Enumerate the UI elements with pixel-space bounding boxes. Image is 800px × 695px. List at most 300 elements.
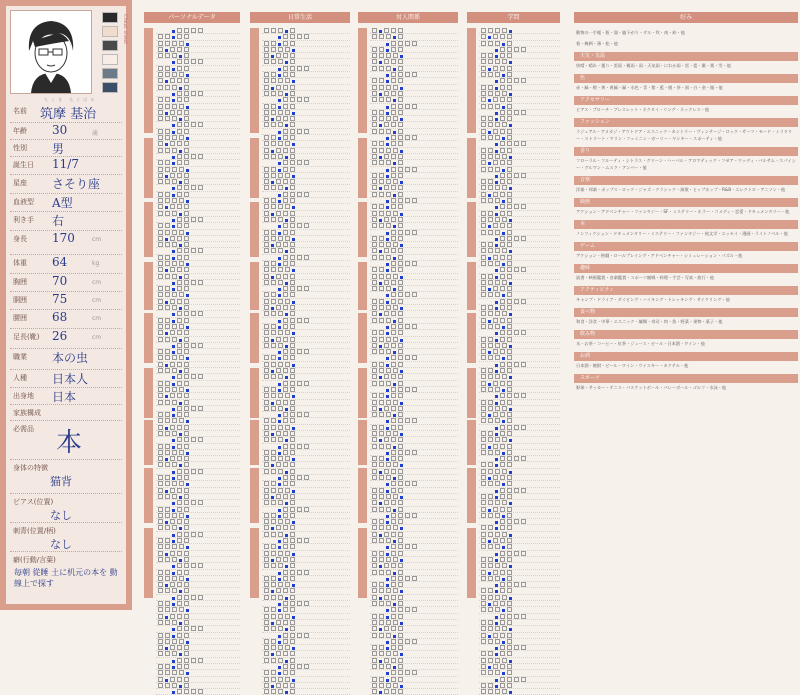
empty-box[interactable] bbox=[481, 462, 486, 467]
empty-box[interactable] bbox=[481, 475, 486, 480]
empty-box[interactable] bbox=[493, 444, 498, 449]
empty-box[interactable] bbox=[278, 28, 283, 33]
empty-box[interactable] bbox=[398, 450, 403, 455]
empty-box[interactable] bbox=[264, 469, 269, 474]
empty-box[interactable] bbox=[191, 280, 196, 285]
empty-box[interactable] bbox=[165, 450, 170, 455]
empty-box[interactable] bbox=[398, 261, 403, 266]
empty-box[interactable] bbox=[158, 557, 163, 562]
empty-box[interactable] bbox=[481, 670, 486, 675]
empty-box[interactable] bbox=[488, 53, 493, 58]
empty-box[interactable] bbox=[184, 393, 189, 398]
empty-box[interactable] bbox=[304, 475, 309, 480]
empty-box[interactable] bbox=[177, 614, 182, 619]
empty-box[interactable] bbox=[283, 450, 288, 455]
empty-box[interactable] bbox=[290, 507, 295, 512]
empty-box[interactable] bbox=[158, 198, 163, 203]
empty-box[interactable] bbox=[158, 481, 163, 486]
checked-box[interactable] bbox=[379, 471, 382, 474]
empty-box[interactable] bbox=[158, 324, 163, 329]
empty-box[interactable] bbox=[170, 236, 175, 241]
checked-box[interactable] bbox=[495, 584, 498, 587]
checked-box[interactable] bbox=[165, 269, 168, 272]
empty-box[interactable] bbox=[198, 91, 203, 96]
empty-box[interactable] bbox=[393, 242, 398, 247]
empty-box[interactable] bbox=[158, 614, 163, 619]
empty-box[interactable] bbox=[290, 418, 295, 423]
empty-box[interactable] bbox=[488, 355, 493, 360]
empty-box[interactable] bbox=[278, 595, 283, 600]
empty-box[interactable] bbox=[184, 185, 189, 190]
empty-box[interactable] bbox=[379, 362, 384, 367]
empty-box[interactable] bbox=[264, 393, 269, 398]
checked-box[interactable] bbox=[386, 294, 389, 297]
empty-box[interactable] bbox=[488, 500, 493, 505]
empty-box[interactable] bbox=[379, 651, 384, 656]
empty-box[interactable] bbox=[264, 532, 269, 537]
empty-box[interactable] bbox=[386, 412, 391, 417]
empty-box[interactable] bbox=[481, 116, 486, 121]
checked-box[interactable] bbox=[400, 244, 403, 247]
empty-box[interactable] bbox=[283, 494, 288, 499]
empty-box[interactable] bbox=[500, 179, 505, 184]
empty-box[interactable] bbox=[184, 525, 189, 530]
checked-box[interactable] bbox=[186, 169, 189, 172]
empty-box[interactable] bbox=[290, 116, 295, 121]
empty-box[interactable] bbox=[514, 488, 519, 493]
empty-box[interactable] bbox=[386, 570, 391, 575]
empty-box[interactable] bbox=[507, 318, 512, 323]
empty-box[interactable] bbox=[264, 274, 269, 279]
empty-box[interactable] bbox=[264, 110, 269, 115]
empty-box[interactable] bbox=[372, 286, 377, 291]
empty-box[interactable] bbox=[172, 242, 177, 247]
empty-box[interactable] bbox=[488, 91, 493, 96]
empty-box[interactable] bbox=[391, 469, 396, 474]
empty-box[interactable] bbox=[393, 337, 398, 342]
empty-box[interactable] bbox=[276, 462, 281, 467]
checked-box[interactable] bbox=[509, 187, 512, 190]
empty-box[interactable] bbox=[290, 41, 295, 46]
empty-box[interactable] bbox=[165, 387, 170, 392]
checked-box[interactable] bbox=[179, 402, 182, 405]
empty-box[interactable] bbox=[398, 135, 403, 140]
empty-box[interactable] bbox=[170, 299, 175, 304]
empty-box[interactable] bbox=[379, 683, 384, 688]
checked-box[interactable] bbox=[278, 446, 281, 449]
empty-box[interactable] bbox=[495, 280, 500, 285]
empty-box[interactable] bbox=[481, 167, 486, 172]
empty-box[interactable] bbox=[198, 343, 203, 348]
checked-box[interactable] bbox=[179, 653, 182, 656]
empty-box[interactable] bbox=[384, 185, 389, 190]
empty-box[interactable] bbox=[179, 576, 184, 581]
empty-box[interactable] bbox=[372, 393, 377, 398]
empty-box[interactable] bbox=[158, 66, 163, 71]
empty-box[interactable] bbox=[264, 173, 269, 178]
empty-box[interactable] bbox=[283, 538, 288, 543]
empty-box[interactable] bbox=[405, 292, 410, 297]
empty-box[interactable] bbox=[412, 481, 417, 486]
empty-box[interactable] bbox=[372, 595, 377, 600]
checked-box[interactable] bbox=[278, 483, 281, 486]
empty-box[interactable] bbox=[405, 576, 410, 581]
checked-box[interactable] bbox=[509, 313, 512, 316]
empty-box[interactable] bbox=[278, 645, 283, 650]
empty-box[interactable] bbox=[264, 544, 269, 549]
checked-box[interactable] bbox=[495, 553, 498, 556]
checked-box[interactable] bbox=[165, 521, 168, 524]
checked-box[interactable] bbox=[495, 433, 498, 436]
empty-box[interactable] bbox=[379, 97, 384, 102]
empty-box[interactable] bbox=[271, 689, 276, 694]
empty-box[interactable] bbox=[177, 299, 182, 304]
empty-box[interactable] bbox=[264, 513, 269, 518]
empty-box[interactable] bbox=[271, 292, 276, 297]
empty-box[interactable] bbox=[521, 582, 526, 587]
empty-box[interactable] bbox=[398, 318, 403, 323]
empty-box[interactable] bbox=[158, 456, 163, 461]
empty-box[interactable] bbox=[290, 85, 295, 90]
empty-box[interactable] bbox=[304, 129, 309, 134]
checked-box[interactable] bbox=[285, 282, 288, 285]
empty-box[interactable] bbox=[379, 570, 384, 575]
empty-box[interactable] bbox=[391, 513, 396, 518]
empty-box[interactable] bbox=[481, 620, 486, 625]
empty-box[interactable] bbox=[297, 97, 302, 102]
empty-box[interactable] bbox=[276, 85, 281, 90]
empty-box[interactable] bbox=[158, 570, 163, 575]
checked-box[interactable] bbox=[292, 584, 295, 587]
checked-box[interactable] bbox=[285, 187, 288, 190]
empty-box[interactable] bbox=[278, 626, 283, 631]
empty-box[interactable] bbox=[379, 223, 384, 228]
empty-box[interactable] bbox=[398, 110, 403, 115]
empty-box[interactable] bbox=[502, 595, 507, 600]
empty-box[interactable] bbox=[276, 368, 281, 373]
empty-box[interactable] bbox=[264, 626, 269, 631]
empty-box[interactable] bbox=[177, 204, 182, 209]
checked-box[interactable] bbox=[400, 55, 403, 58]
empty-box[interactable] bbox=[165, 381, 170, 386]
empty-box[interactable] bbox=[165, 198, 170, 203]
empty-box[interactable] bbox=[398, 292, 403, 297]
empty-box[interactable] bbox=[493, 601, 498, 606]
empty-box[interactable] bbox=[283, 620, 288, 625]
empty-box[interactable] bbox=[158, 576, 163, 581]
checked-box[interactable] bbox=[386, 578, 389, 581]
empty-box[interactable] bbox=[283, 418, 288, 423]
empty-box[interactable] bbox=[158, 148, 163, 153]
empty-box[interactable] bbox=[500, 47, 505, 52]
empty-box[interactable] bbox=[500, 236, 505, 241]
empty-box[interactable] bbox=[521, 677, 526, 682]
checked-box[interactable] bbox=[172, 666, 175, 669]
empty-box[interactable] bbox=[521, 551, 526, 556]
checked-box[interactable] bbox=[386, 175, 389, 178]
empty-box[interactable] bbox=[191, 500, 196, 505]
empty-box[interactable] bbox=[177, 34, 182, 39]
empty-box[interactable] bbox=[507, 570, 512, 575]
empty-box[interactable] bbox=[372, 494, 377, 499]
empty-box[interactable] bbox=[158, 223, 163, 228]
empty-box[interactable] bbox=[481, 683, 486, 688]
checked-box[interactable] bbox=[179, 307, 182, 310]
empty-box[interactable] bbox=[179, 670, 184, 675]
empty-box[interactable] bbox=[191, 217, 196, 222]
empty-box[interactable] bbox=[271, 110, 276, 115]
empty-box[interactable] bbox=[290, 355, 295, 360]
checked-box[interactable] bbox=[502, 326, 505, 329]
empty-box[interactable] bbox=[412, 418, 417, 423]
empty-box[interactable] bbox=[177, 236, 182, 241]
empty-box[interactable] bbox=[493, 570, 498, 575]
empty-box[interactable] bbox=[276, 116, 281, 121]
checked-box[interactable] bbox=[509, 61, 512, 64]
empty-box[interactable] bbox=[283, 211, 288, 216]
checked-box[interactable] bbox=[379, 345, 382, 348]
empty-box[interactable] bbox=[165, 418, 170, 423]
empty-box[interactable] bbox=[290, 513, 295, 518]
empty-box[interactable] bbox=[184, 349, 189, 354]
empty-box[interactable] bbox=[398, 595, 403, 600]
empty-box[interactable] bbox=[488, 576, 493, 581]
checked-box[interactable] bbox=[509, 124, 512, 127]
empty-box[interactable] bbox=[481, 248, 486, 253]
empty-box[interactable] bbox=[386, 620, 391, 625]
empty-box[interactable] bbox=[283, 444, 288, 449]
empty-box[interactable] bbox=[165, 72, 170, 77]
empty-box[interactable] bbox=[278, 311, 283, 316]
empty-box[interactable] bbox=[179, 230, 184, 235]
empty-box[interactable] bbox=[165, 670, 170, 675]
checked-box[interactable] bbox=[393, 194, 396, 197]
empty-box[interactable] bbox=[158, 488, 163, 493]
empty-box[interactable] bbox=[191, 532, 196, 537]
checked-box[interactable] bbox=[278, 357, 281, 360]
empty-box[interactable] bbox=[379, 645, 384, 650]
empty-box[interactable] bbox=[481, 412, 486, 417]
empty-box[interactable] bbox=[290, 601, 295, 606]
empty-box[interactable] bbox=[391, 488, 396, 493]
empty-box[interactable] bbox=[521, 645, 526, 650]
empty-box[interactable] bbox=[285, 173, 290, 178]
empty-box[interactable] bbox=[391, 154, 396, 159]
empty-box[interactable] bbox=[172, 683, 177, 688]
empty-box[interactable] bbox=[297, 349, 302, 354]
empty-box[interactable] bbox=[386, 475, 391, 480]
checked-box[interactable] bbox=[509, 628, 512, 631]
empty-box[interactable] bbox=[191, 374, 196, 379]
empty-box[interactable] bbox=[481, 318, 486, 323]
empty-box[interactable] bbox=[297, 66, 302, 71]
checked-box[interactable] bbox=[488, 99, 491, 102]
empty-box[interactable] bbox=[278, 154, 283, 159]
empty-box[interactable] bbox=[158, 507, 163, 512]
empty-box[interactable] bbox=[398, 658, 403, 663]
empty-box[interactable] bbox=[165, 651, 170, 656]
empty-box[interactable] bbox=[398, 563, 403, 568]
empty-box[interactable] bbox=[278, 374, 283, 379]
empty-box[interactable] bbox=[184, 677, 189, 682]
checked-box[interactable] bbox=[393, 414, 396, 417]
empty-box[interactable] bbox=[507, 381, 512, 386]
checked-box[interactable] bbox=[386, 521, 389, 524]
empty-box[interactable] bbox=[158, 513, 163, 518]
empty-box[interactable] bbox=[500, 318, 505, 323]
checked-box[interactable] bbox=[488, 383, 491, 386]
empty-box[interactable] bbox=[386, 664, 391, 669]
empty-box[interactable] bbox=[398, 437, 403, 442]
empty-box[interactable] bbox=[386, 148, 391, 153]
empty-box[interactable] bbox=[495, 72, 500, 77]
empty-box[interactable] bbox=[372, 28, 377, 33]
empty-box[interactable] bbox=[372, 374, 377, 379]
empty-box[interactable] bbox=[412, 104, 417, 109]
empty-box[interactable] bbox=[384, 122, 389, 127]
empty-box[interactable] bbox=[198, 469, 203, 474]
empty-box[interactable] bbox=[184, 570, 189, 575]
empty-box[interactable] bbox=[184, 658, 189, 663]
empty-box[interactable] bbox=[172, 324, 177, 329]
checked-box[interactable] bbox=[386, 43, 389, 46]
empty-box[interactable] bbox=[165, 255, 170, 260]
empty-box[interactable] bbox=[184, 456, 189, 461]
empty-box[interactable] bbox=[398, 544, 403, 549]
checked-box[interactable] bbox=[386, 427, 389, 430]
empty-box[interactable] bbox=[379, 431, 384, 436]
checked-box[interactable] bbox=[495, 181, 498, 184]
empty-box[interactable] bbox=[386, 683, 391, 688]
empty-box[interactable] bbox=[276, 557, 281, 562]
checked-box[interactable] bbox=[495, 206, 498, 209]
empty-box[interactable] bbox=[481, 437, 486, 442]
empty-box[interactable] bbox=[177, 78, 182, 83]
empty-box[interactable] bbox=[158, 230, 163, 235]
checked-box[interactable] bbox=[379, 61, 382, 64]
empty-box[interactable] bbox=[507, 192, 512, 197]
empty-box[interactable] bbox=[372, 683, 377, 688]
empty-box[interactable] bbox=[391, 689, 396, 694]
checked-box[interactable] bbox=[386, 238, 389, 241]
checked-box[interactable] bbox=[165, 616, 168, 619]
checked-box[interactable] bbox=[271, 181, 274, 184]
empty-box[interactable] bbox=[500, 223, 505, 228]
empty-box[interactable] bbox=[271, 330, 276, 335]
empty-box[interactable] bbox=[184, 557, 189, 562]
empty-box[interactable] bbox=[391, 393, 396, 398]
empty-box[interactable] bbox=[177, 601, 182, 606]
empty-box[interactable] bbox=[493, 66, 498, 71]
checked-box[interactable] bbox=[379, 219, 382, 222]
checked-box[interactable] bbox=[400, 464, 403, 467]
empty-box[interactable] bbox=[495, 658, 500, 663]
empty-box[interactable] bbox=[165, 261, 170, 266]
empty-box[interactable] bbox=[158, 337, 163, 342]
checked-box[interactable] bbox=[172, 603, 175, 606]
empty-box[interactable] bbox=[158, 412, 163, 417]
empty-box[interactable] bbox=[290, 230, 295, 235]
empty-box[interactable] bbox=[405, 167, 410, 172]
empty-box[interactable] bbox=[271, 230, 276, 235]
empty-box[interactable] bbox=[264, 551, 269, 556]
empty-box[interactable] bbox=[271, 595, 276, 600]
empty-box[interactable] bbox=[297, 223, 302, 228]
empty-box[interactable] bbox=[283, 198, 288, 203]
empty-box[interactable] bbox=[493, 381, 498, 386]
empty-box[interactable] bbox=[177, 645, 182, 650]
empty-box[interactable] bbox=[391, 41, 396, 46]
empty-box[interactable] bbox=[184, 437, 189, 442]
empty-box[interactable] bbox=[412, 292, 417, 297]
checked-box[interactable] bbox=[165, 647, 168, 650]
empty-box[interactable] bbox=[495, 374, 500, 379]
empty-box[interactable] bbox=[488, 85, 493, 90]
empty-box[interactable] bbox=[481, 651, 486, 656]
empty-box[interactable] bbox=[488, 406, 493, 411]
empty-box[interactable] bbox=[285, 362, 290, 367]
empty-box[interactable] bbox=[398, 34, 403, 39]
checked-box[interactable] bbox=[386, 452, 389, 455]
empty-box[interactable] bbox=[372, 633, 377, 638]
empty-box[interactable] bbox=[278, 406, 283, 411]
empty-box[interactable] bbox=[495, 689, 500, 694]
empty-box[interactable] bbox=[488, 368, 493, 373]
empty-box[interactable] bbox=[191, 185, 196, 190]
empty-box[interactable] bbox=[264, 217, 269, 222]
empty-box[interactable] bbox=[285, 267, 290, 272]
empty-box[interactable] bbox=[264, 154, 269, 159]
empty-box[interactable] bbox=[372, 532, 377, 537]
empty-box[interactable] bbox=[507, 173, 512, 178]
empty-box[interactable] bbox=[372, 179, 377, 184]
empty-box[interactable] bbox=[177, 160, 182, 165]
empty-box[interactable] bbox=[398, 614, 403, 619]
empty-box[interactable] bbox=[398, 41, 403, 46]
empty-box[interactable] bbox=[412, 324, 417, 329]
empty-box[interactable] bbox=[304, 381, 309, 386]
empty-box[interactable] bbox=[158, 525, 163, 530]
checked-box[interactable] bbox=[379, 124, 382, 127]
empty-box[interactable] bbox=[495, 513, 500, 518]
empty-box[interactable] bbox=[158, 242, 163, 247]
checked-box[interactable] bbox=[278, 572, 281, 575]
empty-box[interactable] bbox=[271, 406, 276, 411]
empty-box[interactable] bbox=[285, 47, 290, 52]
empty-box[interactable] bbox=[502, 217, 507, 222]
checked-box[interactable] bbox=[495, 458, 498, 461]
empty-box[interactable] bbox=[398, 280, 403, 285]
checked-box[interactable] bbox=[172, 439, 175, 442]
empty-box[interactable] bbox=[384, 689, 389, 694]
checked-box[interactable] bbox=[271, 653, 274, 656]
empty-box[interactable] bbox=[271, 456, 276, 461]
empty-box[interactable] bbox=[184, 494, 189, 499]
empty-box[interactable] bbox=[172, 337, 177, 342]
empty-box[interactable] bbox=[264, 400, 269, 405]
empty-box[interactable] bbox=[372, 614, 377, 619]
empty-box[interactable] bbox=[179, 544, 184, 549]
empty-box[interactable] bbox=[391, 614, 396, 619]
empty-box[interactable] bbox=[514, 519, 519, 524]
empty-box[interactable] bbox=[283, 85, 288, 90]
checked-box[interactable] bbox=[292, 301, 295, 304]
empty-box[interactable] bbox=[481, 41, 486, 46]
checked-box[interactable] bbox=[495, 55, 498, 58]
empty-box[interactable] bbox=[290, 248, 295, 253]
empty-box[interactable] bbox=[412, 513, 417, 518]
empty-box[interactable] bbox=[405, 324, 410, 329]
